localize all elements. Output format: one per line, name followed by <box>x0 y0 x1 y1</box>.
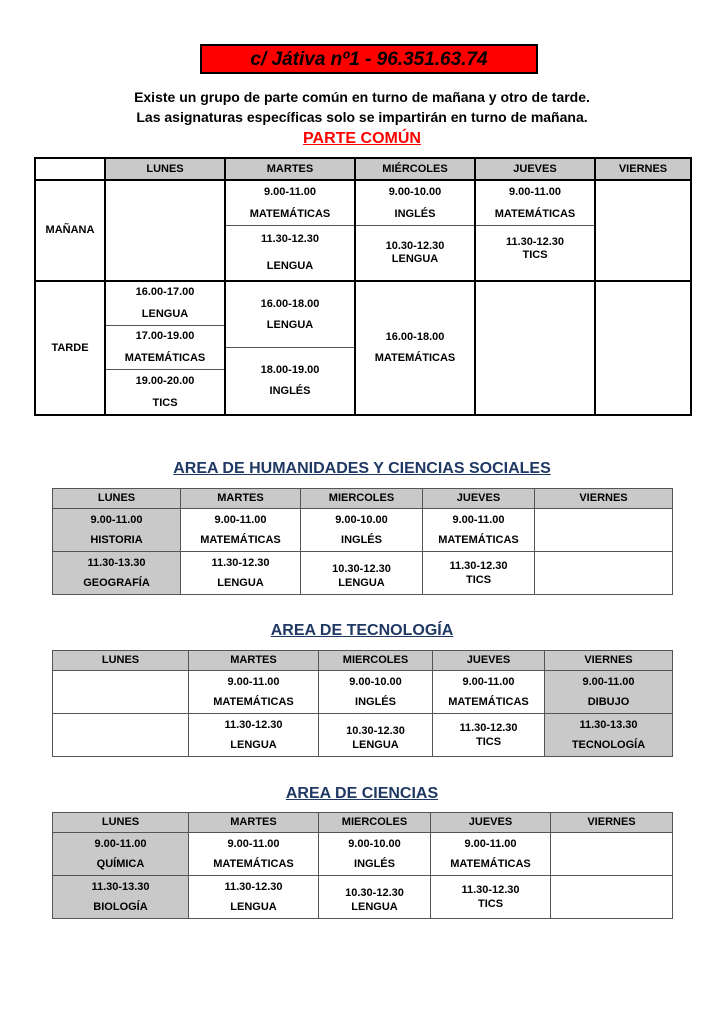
class-cell <box>319 671 433 714</box>
tecnologia-table <box>52 650 673 757</box>
class-cell <box>433 714 545 757</box>
manana-martes-cell <box>225 180 355 281</box>
class-subject: BIOLOGÍA <box>93 900 148 913</box>
humanidades-title: AREA DE HUMANIDADES Y CIENCIAS SOCIALES <box>173 460 551 477</box>
class-subject: LENGUA <box>217 576 264 589</box>
day-header-miercoles: MIÉRCOLES <box>355 158 475 180</box>
class-cell <box>319 714 433 757</box>
class-cell <box>423 509 535 552</box>
class-time: 9.00-10.00 <box>348 837 401 850</box>
class-subject: MATEMÁTICAS <box>450 857 531 870</box>
class-subject: INGLÉS <box>341 533 382 546</box>
empty-cell <box>535 552 673 595</box>
class-cell <box>53 833 189 876</box>
class-cell <box>189 714 319 757</box>
class-time: 16.00-18.00 <box>385 331 445 343</box>
tarde-lunes-cell <box>105 281 225 415</box>
day-header-lunes: LUNES <box>53 489 181 509</box>
class-time: 11.30-12.30 <box>461 883 520 896</box>
humanidades-table <box>52 488 673 595</box>
day-header-jueves: JUEVES <box>433 651 545 671</box>
class-subject: HISTORIA <box>90 533 143 546</box>
intro-line-1: Existe un grupo de parte común en turno de mañana y otro de tarde. <box>134 89 590 105</box>
address-phone-banner: c/ Játiva nº1 - 96.351.63.74 <box>200 44 538 74</box>
class-subject: GEOGRAFÍA <box>83 576 150 589</box>
class-subject: TICS <box>475 735 502 748</box>
class-time: 10.30-12.30 <box>346 724 405 737</box>
class-subject: LENGUA <box>230 900 277 913</box>
day-header-martes: MARTES <box>189 813 319 833</box>
tarde-viernes-cell <box>595 281 691 415</box>
day-header-viernes: VIERNES <box>551 813 673 833</box>
manana-viernes-cell <box>595 180 691 281</box>
class-time: 18.00-19.00 <box>260 363 320 376</box>
day-header-viernes: VIERNES <box>535 489 673 509</box>
empty-cell <box>551 833 673 876</box>
day-header-martes: MARTES <box>225 158 355 180</box>
class-cell <box>319 833 431 876</box>
tarde-martes-cell <box>225 281 355 415</box>
corner-cell <box>35 158 105 180</box>
class-time: 11.30-12.30 <box>449 559 508 572</box>
class-time: 11.30-12.30 <box>224 718 283 731</box>
day-header-miercoles: MIERCOLES <box>301 489 423 509</box>
class-cell <box>53 552 181 595</box>
class-cell <box>189 833 319 876</box>
class-subject: MATEMÁTICAS <box>374 352 456 364</box>
class-time: 9.00-11.00 <box>509 185 561 198</box>
class-cell <box>433 671 545 714</box>
day-header-martes: MARTES <box>189 651 319 671</box>
class-time: 9.00-10.00 <box>388 185 442 198</box>
class-cell <box>301 509 423 552</box>
class-subject: TICS <box>465 573 492 586</box>
class-subject: LENGUA <box>266 318 314 331</box>
class-time: 9.00-11.00 <box>264 185 316 198</box>
row-label-manana: MAÑANA <box>35 180 105 281</box>
class-time: 11.30-12.30 <box>260 233 320 245</box>
class-time: 11.30-12.30 <box>224 880 283 893</box>
day-header-miercoles: MIERCOLES <box>319 813 431 833</box>
class-subject: LENGUA <box>391 253 439 265</box>
class-time: 9.00-11.00 <box>462 675 515 688</box>
class-time: 9.00-11.00 <box>90 513 143 526</box>
class-subject: QUÍMICA <box>96 857 145 870</box>
class-cell <box>53 509 181 552</box>
class-time: 11.30-12.30 <box>211 556 270 569</box>
class-time: 16.00-18.00 <box>260 297 320 310</box>
class-subject: TICS <box>477 897 504 910</box>
class-subject: TICS <box>522 249 548 261</box>
class-subject: MATEMÁTICAS <box>448 695 529 708</box>
class-subject: MATEMÁTICAS <box>213 857 294 870</box>
tecnologia-title: AREA DE TECNOLOGÍA <box>270 622 454 639</box>
class-subject: MATEMÁTICAS <box>213 695 294 708</box>
day-header-viernes: VIERNES <box>595 158 691 180</box>
ciencias-table <box>52 812 673 919</box>
empty-cell <box>551 876 673 919</box>
class-time: 9.00-10.00 <box>335 513 388 526</box>
class-cell <box>545 714 673 757</box>
class-time: 9.00-11.00 <box>464 837 517 850</box>
class-subject: LENGUA <box>338 576 385 589</box>
class-time: 9.00-11.00 <box>227 675 280 688</box>
empty-cell <box>53 671 189 714</box>
empty-cell <box>535 509 673 552</box>
intro-line-2: Las asignaturas específicas solo se impartirán en turno de mañana. <box>136 109 588 125</box>
class-time: 9.00-11.00 <box>214 513 267 526</box>
class-cell <box>53 876 189 919</box>
class-cell <box>181 552 301 595</box>
class-subject: INGLÉS <box>269 384 311 397</box>
class-cell <box>431 876 551 919</box>
class-cell <box>431 833 551 876</box>
class-time: 11.30-13.30 <box>579 718 638 731</box>
class-subject: LENGUA <box>351 900 398 913</box>
class-time: 9.00-11.00 <box>452 513 505 526</box>
class-time: 10.30-12.30 <box>332 562 391 575</box>
class-subject: MATEMÁTICAS <box>438 533 519 546</box>
class-time: 11.30-12.30 <box>505 236 565 248</box>
day-header-martes: MARTES <box>181 489 301 509</box>
class-subject: MATEMÁTICAS <box>494 207 576 220</box>
class-subject: TECNOLOGÍA <box>571 738 646 751</box>
class-subject: LENGUA <box>141 307 189 320</box>
day-header-lunes: LUNES <box>53 813 189 833</box>
parte-comun-table <box>34 157 692 416</box>
class-time: 10.30-12.30 <box>345 886 404 899</box>
class-subject: TICS <box>152 396 178 409</box>
class-subject: LENGUA <box>352 738 399 751</box>
day-header-lunes: LUNES <box>53 651 189 671</box>
class-subject: INGLÉS <box>355 695 396 708</box>
day-header-lunes: LUNES <box>105 158 225 180</box>
row-label-tarde: TARDE <box>35 281 105 415</box>
class-cell <box>189 876 319 919</box>
tarde-miercoles-cell <box>355 281 475 415</box>
class-cell <box>319 876 431 919</box>
class-subject: MATEMÁTICAS <box>249 207 331 220</box>
class-time: 9.00-10.00 <box>349 675 402 688</box>
day-header-jueves: JUEVES <box>423 489 535 509</box>
class-time: 11.30-12.30 <box>459 721 518 734</box>
class-subject: LENGUA <box>230 738 277 751</box>
manana-miercoles-cell <box>355 180 475 281</box>
class-time: 10.30-12.30 <box>385 240 445 252</box>
manana-lunes-cell <box>105 180 225 281</box>
parte-comun-title: PARTE COMÚN <box>303 130 421 147</box>
class-time: 9.00-11.00 <box>582 675 635 688</box>
class-subject: MATEMÁTICAS <box>200 533 281 546</box>
class-cell <box>423 552 535 595</box>
day-header-jueves: JUEVES <box>475 158 595 180</box>
day-header-jueves: JUEVES <box>431 813 551 833</box>
class-cell <box>301 552 423 595</box>
ciencias-title: AREA DE CIENCIAS <box>285 785 439 802</box>
class-subject: MATEMÁTICAS <box>124 351 206 364</box>
class-subject: INGLÉS <box>394 207 436 220</box>
day-header-viernes: VIERNES <box>545 651 673 671</box>
empty-cell <box>53 714 189 757</box>
class-time: 19.00-20.00 <box>135 374 195 387</box>
tarde-jueves-cell <box>475 281 595 415</box>
class-time: 16.00-17.00 <box>135 286 195 299</box>
class-time: 9.00-11.00 <box>227 837 280 850</box>
class-subject: LENGUA <box>266 260 314 272</box>
class-cell <box>181 509 301 552</box>
class-time: 11.30-13.30 <box>87 556 146 569</box>
class-cell <box>545 671 673 714</box>
class-time: 9.00-11.00 <box>94 837 147 850</box>
class-time: 11.30-13.30 <box>91 880 150 893</box>
class-cell <box>189 671 319 714</box>
class-time: 17.00-19.00 <box>135 330 195 343</box>
class-subject: DIBUJO <box>587 695 630 708</box>
day-header-miercoles: MIERCOLES <box>319 651 433 671</box>
manana-jueves-cell <box>475 180 595 281</box>
class-subject: INGLÉS <box>354 857 395 870</box>
